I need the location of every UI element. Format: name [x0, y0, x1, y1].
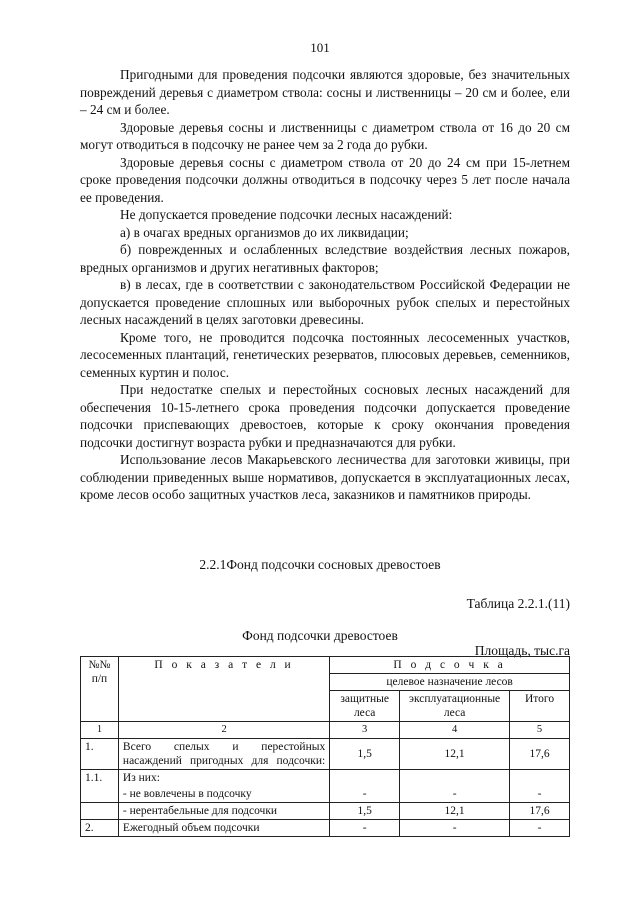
row-total: -	[510, 820, 570, 837]
row-protective: 1,5	[330, 803, 400, 820]
table-row	[81, 820, 570, 837]
header-indicators: П о к а з а т е л и	[118, 657, 329, 722]
row-operational: -	[400, 820, 510, 837]
paragraph: а) в очагах вредных организмов до их ликвидации;	[120, 224, 409, 240]
header-total: Итого	[510, 691, 570, 722]
table-header-row	[81, 657, 570, 674]
row-total: 17,6	[510, 739, 570, 770]
row-label: - нерентабельные для подсочки	[118, 803, 329, 820]
table-row	[81, 770, 570, 787]
table-caption: Фонд подсочки древостоев	[242, 628, 398, 643]
row-label: Всего спелых и перестойных насаждений пригодных для подсочки:	[118, 739, 329, 770]
row-num	[81, 803, 119, 820]
row-num: 1.1.	[81, 770, 119, 803]
column-number: 1	[81, 722, 119, 739]
row-total: -	[510, 786, 570, 803]
paragraph: Кроме того, не проводится подсочка постоянных лесосеменных участков, лесосеменных плантаций, генетических резерватов, плюсовых деревьев, семенников, семенных куртин и полос.	[80, 329, 570, 380]
row-operational: 12,1	[400, 739, 510, 770]
row-operational: -	[400, 786, 510, 803]
row-total: 17,6	[510, 803, 570, 820]
row-label: Из них:	[118, 770, 329, 787]
tapping-fund-table	[80, 656, 570, 837]
column-number: 5	[510, 722, 570, 739]
row-label: - не вовлечены в подсочку	[118, 786, 329, 803]
header-purpose: целевое назначение лесов	[330, 674, 570, 691]
paragraph: Использование лесов Макарьевского лесничества для заготовки живицы, при соблюдении приведенных выше нормативов, допускается в эксплуатационных лесах, кроме лесов особо защитных участков леса, заказников и памятников природы.	[80, 452, 570, 502]
paragraph: Пригодными для проведения подсочки являются здоровые, без значительных повреждений деревья с диаметром ствола: сосны и лиственницы – 20 см и более, ели – 24 см и более.	[80, 67, 570, 117]
table-label: Таблица 2.2.1.(11)	[466, 596, 570, 611]
row-operational	[400, 770, 510, 787]
column-number: 2	[118, 722, 329, 739]
column-number: 3	[330, 722, 400, 739]
paragraph: Здоровые деревья сосны и лиственницы с диаметром ствола от 16 до 20 см могут отводиться в подсочку не ранее чем за 2 года до рубки.	[80, 119, 570, 152]
paragraph: При недостатке спелых и перестойных сосновых лесных насаждений для обеспечения 10-15-летнего срока проведения подсочки допускается проведение подсочки приспевающих древостоев, которые к сроку окончания проведения подсочки достигнут возраста рубки и предназначаются для рубки.	[80, 382, 570, 450]
paragraph: Не допускается проведение подсочки лесных насаждений:	[120, 207, 453, 222]
paragraph: Здоровые деревья сосны с диаметром ствола от 20 до 24 см при 15-летнем сроке проведения подсочки должны отводиться в подсочку через 5 лет после начала ее проведения.	[80, 154, 570, 205]
row-protective: 1,5	[330, 739, 400, 770]
row-label: Ежегодный объем подсочки	[118, 820, 329, 837]
row-total	[510, 770, 570, 787]
column-number: 4	[400, 722, 510, 739]
paragraph: б) поврежденных и ослабленных вследствие воздействия лесных пожаров, вредных организмов и других негативных факторов;	[80, 242, 570, 275]
table-row	[81, 803, 570, 820]
row-protective: -	[330, 820, 400, 837]
row-protective	[330, 770, 400, 787]
area-unit: Площадь, тыс.га	[474, 643, 570, 658]
column-number-row	[81, 722, 570, 739]
header-tapping: П о д с о ч к а	[330, 657, 570, 674]
table-row	[81, 739, 570, 770]
header-num: №№ п/п	[81, 657, 119, 722]
section-title: 2.2.1Фонд подсочки сосновых древостоев	[199, 557, 441, 572]
body-text	[80, 66, 570, 504]
row-num: 1.	[81, 739, 119, 770]
paragraph: в) в лесах, где в соответствии с законодательством Российской Федерации не допускается проведение сплошных или выборочных рубок спелых и перестойных лесных насаждений в целях заготовки древесины.	[80, 277, 570, 327]
page-number: 101	[310, 40, 330, 55]
header-protective: защитные леса	[330, 691, 400, 722]
header-operational: эксплуатационные леса	[400, 691, 510, 722]
row-protective: -	[330, 786, 400, 803]
row-operational: 12,1	[400, 803, 510, 820]
row-num: 2.	[81, 820, 119, 837]
table-row	[81, 786, 570, 803]
